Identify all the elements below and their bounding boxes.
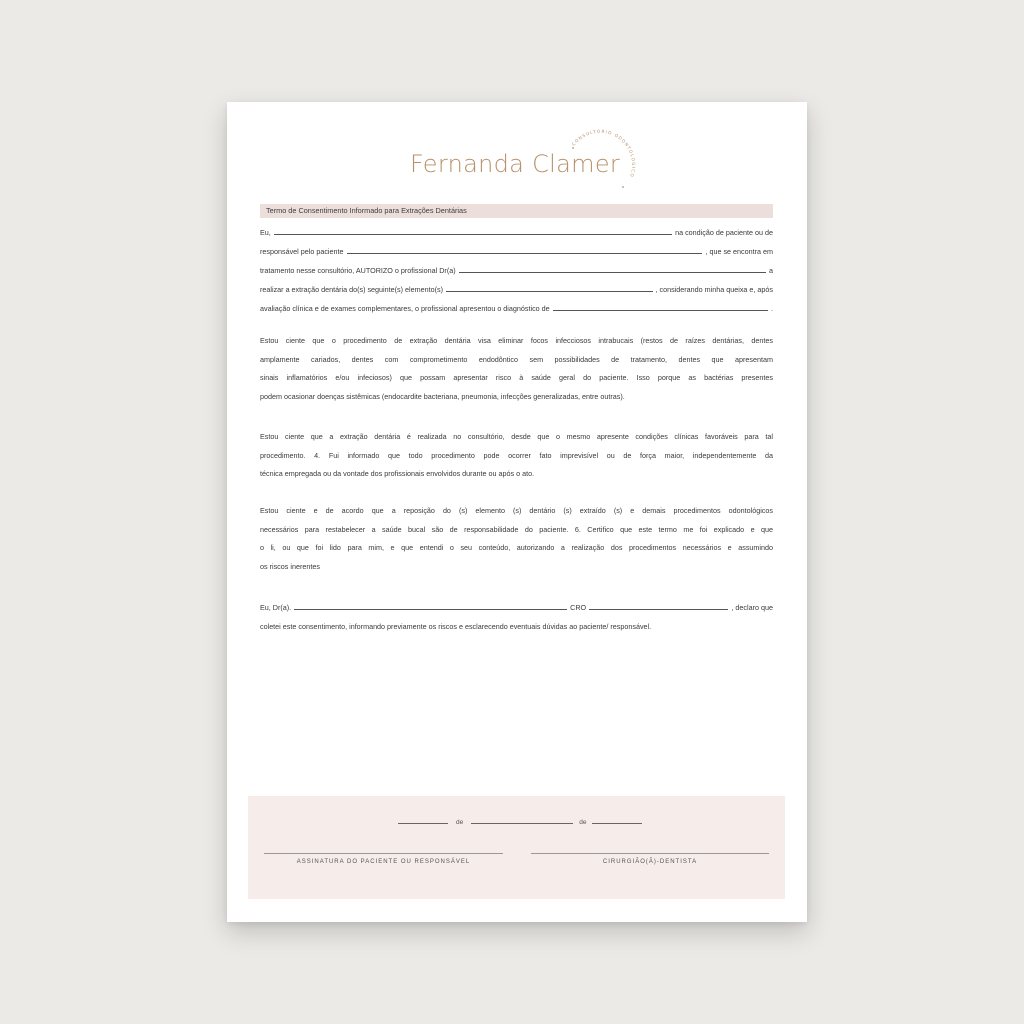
paragraph-line: Estou ciente que a extração dentária é realizada no consultório, desde que o mesmo apresente condições clínicas favoráveis para tal: [260, 432, 773, 441]
dentist-signature-line[interactable]: [531, 853, 769, 854]
paragraph-line: os riscos inerentes: [260, 561, 320, 571]
intro-text: realizar a extração dentária do(s) seguinte(s) elemento(s): [260, 285, 443, 294]
intro-text: tratamento nesse consultório, AUTORIZO o profissional Dr(a): [260, 266, 456, 275]
patient-signature-label: ASSINATURA DO PACIENTE OU RESPONSÁVEL: [296, 859, 471, 865]
logo-tagline-arc: [560, 126, 640, 196]
dentist-signature-label: CIRURGIÃO(Ã)-DENTISTA: [602, 859, 698, 865]
intro-text: , que se encontra em: [705, 247, 773, 256]
logo-tagline: CONSULTÓRIO ODONTOLÓGICO: [570, 128, 637, 179]
intro-text: .: [771, 304, 773, 313]
paragraph-line: Estou ciente que o procedimento de extração dentária visa eliminar focos infecciosos intrabucais (restos de raízes dentárias, dentes: [260, 336, 773, 345]
date-year-field[interactable]: [592, 823, 642, 824]
logo-name: Fernanda Clamer: [410, 150, 621, 178]
paragraph-line: amplamente cariados, dentes com comprometimento endodôntico sem possibilidades de tratamento, dentes que apresentam: [260, 354, 773, 364]
closing-text: CRO: [570, 603, 587, 612]
cro-field[interactable]: [589, 609, 728, 610]
paragraph-line: procedimento. 4. Fui informado que todo procedimento pode ocorrer fato imprevisível ou de força maior, independentemente da: [260, 450, 773, 460]
paragraph-line: sinais inflamatórios e/ou infeciosos) que possam apresentar risco à saúde geral do paciente. Isso porque as bactérias presentes: [260, 373, 773, 382]
date-month-field[interactable]: [471, 823, 573, 824]
paragraph-line: o li, ou que foi lido para mim, e que entendi o seu conteúdo, autorizando a realização dos procedimentos necessários e assumindo: [260, 543, 773, 552]
clinic-logo: [410, 126, 640, 196]
patient-name-field[interactable]: [274, 234, 672, 235]
closing-text: Eu, Dr(a).: [260, 603, 292, 612]
date-de: de: [456, 819, 464, 826]
diagnosis-field[interactable]: [553, 310, 768, 311]
form-title: Termo de Consentimento Informado para Extrações Dentárias: [266, 206, 467, 215]
closing-text: coletei este consentimento, informando previamente os riscos e esclarecendo eventuais dúvidas ao paciente/ responsável.: [260, 622, 652, 631]
date-row: [398, 814, 645, 826]
dentist-name-field[interactable]: [294, 609, 567, 610]
intro-text: na condição de paciente ou de: [675, 228, 773, 237]
closing-text: , declaro que: [731, 603, 773, 612]
form-title-bar: [260, 204, 773, 218]
intro-text: Eu,: [260, 228, 271, 237]
intro-text: responsável pelo paciente: [260, 247, 344, 256]
date-de: de: [579, 819, 587, 826]
intro-text: avaliação clínica e de exames complementares, o profissional apresentou o diagnóstico de: [260, 304, 550, 313]
intro-text: , considerando minha queixa e, após: [655, 285, 773, 294]
professional-name-field[interactable]: [459, 272, 766, 273]
patient-signature-line[interactable]: [264, 853, 503, 854]
paragraph-line: necessários para restabelecer a saúde bucal são de responsabilidade do paciente. 6. Certifico que este termo me foi explicado e que: [260, 524, 773, 534]
svg-text:CONSULTÓRIO ODONTOLÓGICO: [571, 129, 636, 179]
patient-responsible-field[interactable]: [347, 253, 703, 254]
paragraph-line: técnica empregada ou da vontade dos profissionais envolvidos durante ou após o ato.: [260, 469, 535, 478]
signature-box: [248, 796, 785, 899]
paragraph-line: podem ocasionar doenças sistêmicas (endocardite bacteriana, pneumonia, infecções generalizadas, entre outras).: [260, 391, 625, 401]
paragraph-line: Estou ciente e de acordo que a reposição do (s) elemento (s) dentário (s) extraído (s) e demais procedimentos odontológicos: [260, 506, 773, 515]
date-day-field[interactable]: [398, 823, 448, 824]
intro-text: a: [769, 266, 773, 275]
tooth-elements-field[interactable]: [446, 291, 653, 292]
